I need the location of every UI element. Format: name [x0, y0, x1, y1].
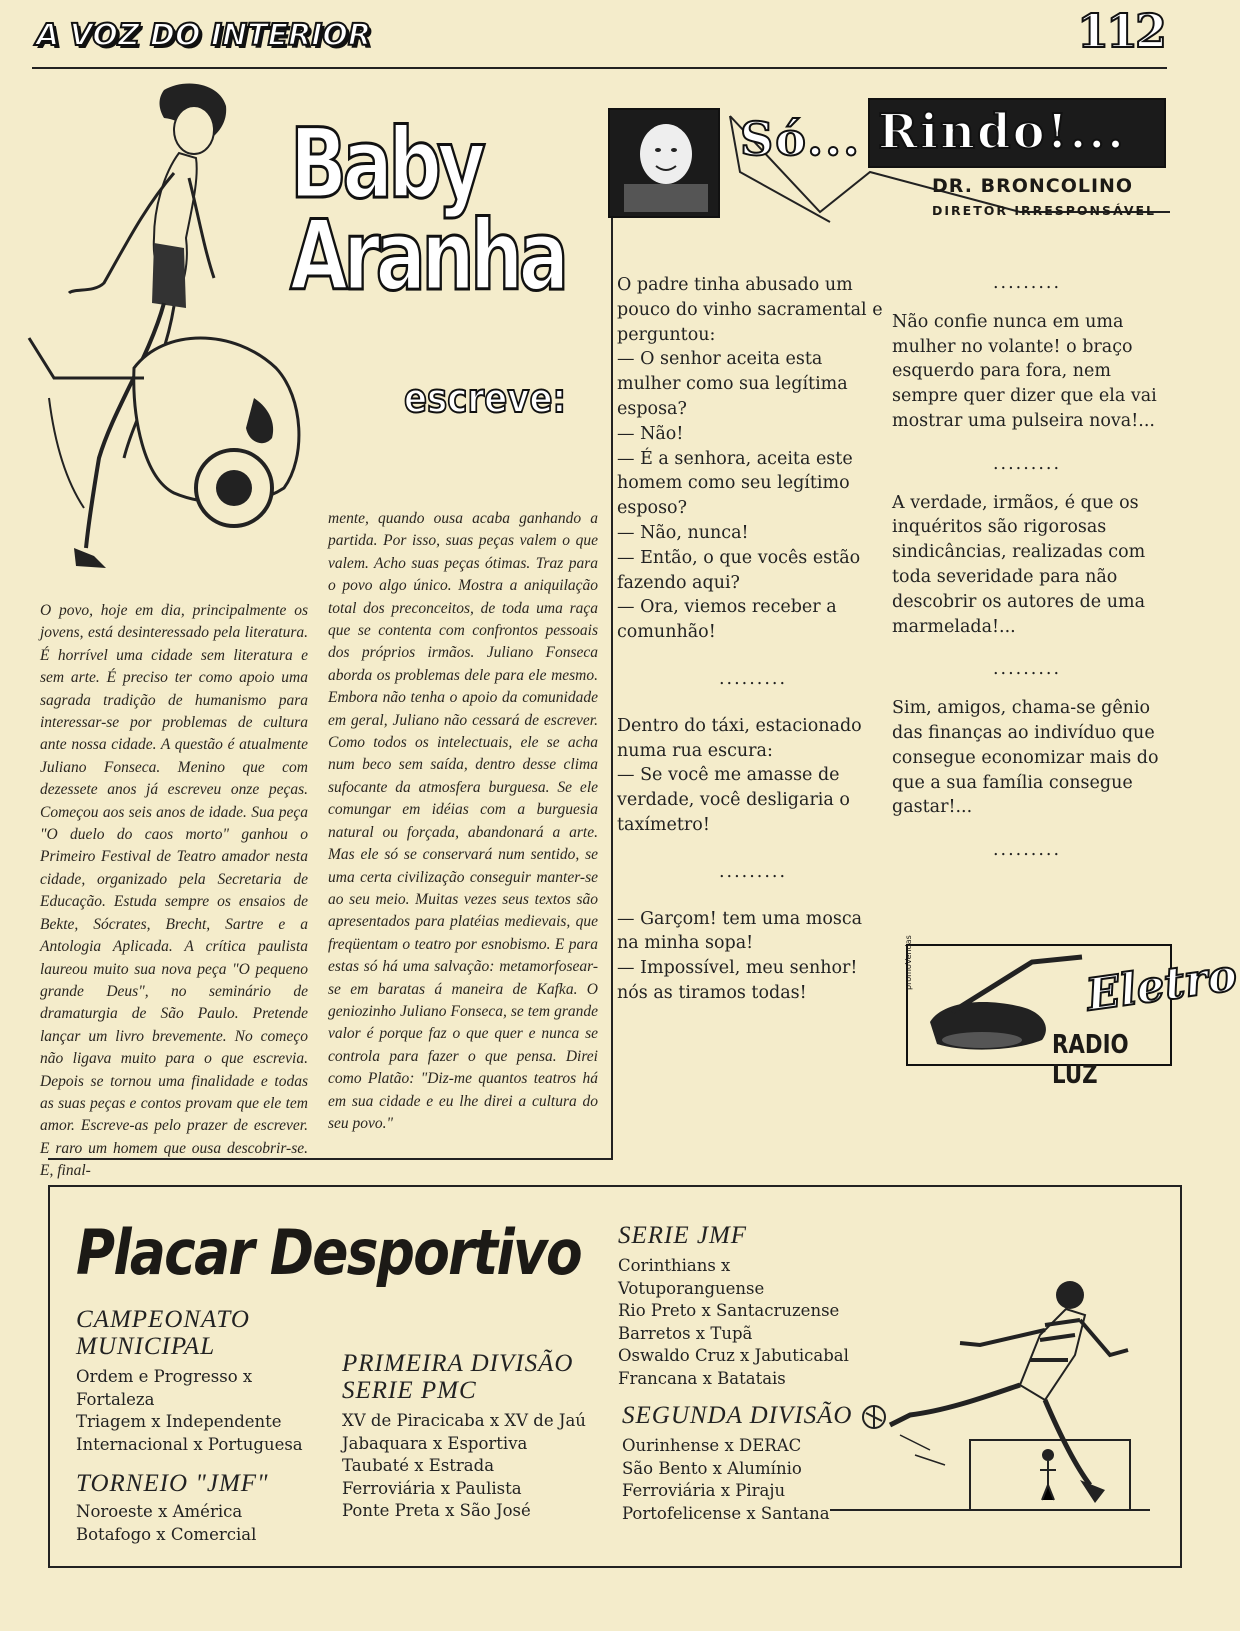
- match-list: [622, 1435, 882, 1525]
- match-item: Rio Preto x Santacruzense: [618, 1301, 840, 1320]
- section-heading: PRIMEIRA DIVISÃO SERIE PMC: [342, 1350, 574, 1404]
- joke-line: — Ora, viemos receber a comunhão!: [617, 597, 837, 643]
- match-item: Ourinhense x DERAC: [622, 1436, 802, 1455]
- match-list: [618, 1255, 878, 1390]
- joke-separator: .........: [718, 668, 788, 689]
- match-item: Botafogo x Comercial: [76, 1524, 257, 1544]
- match-item: Oswaldo Cruz x Jabuticabal: [618, 1346, 849, 1365]
- header-rule: [32, 67, 1167, 69]
- article-subtitle: escreve:: [404, 376, 567, 422]
- joke-separator: .........: [992, 453, 1062, 474]
- joke-line: Não confie nunca em uma mulher no volante! o braço esquerdo para fora, nem sempre quer dizer que ela vai mostrar uma pulseira nova!...: [892, 311, 1157, 431]
- masthead: A VOZ DO INTERIOR: [36, 18, 371, 53]
- joke-item: [892, 696, 1162, 820]
- joke-line: — Impossível, meu senhor! nós as tiramos todas!: [617, 958, 858, 1003]
- soccer-player-illustration: [870, 1275, 1175, 1555]
- serie-jmf-section: [618, 1222, 878, 1390]
- article-right-rule: [611, 108, 613, 1158]
- section-heading: TORNEIO "JMF": [76, 1470, 269, 1497]
- jokes-column-1: [617, 273, 889, 1006]
- section-heading: SEGUNDA DIVISÃO: [622, 1402, 853, 1429]
- section-heading: CAMPEONATO MUNICIPAL: [76, 1306, 250, 1360]
- joke-line: — Então, o que vocês estão fazendo aqui?: [617, 547, 861, 593]
- match-item: Corinthians x Votuporanguense: [618, 1256, 765, 1298]
- match-item: Taubaté x Estrada: [342, 1456, 495, 1475]
- match-list: [76, 1501, 336, 1546]
- joke-line: — O senhor aceita esta mulher como sua legítima esposa?: [617, 349, 848, 419]
- match-item: São Bento x Alumínio: [622, 1458, 802, 1478]
- segunda-divisao-section: [622, 1402, 882, 1525]
- match-item: Ferroviária x Piraju: [622, 1481, 786, 1500]
- joke-line: — Garçom! tem uma mosca na minha sopa!: [617, 908, 863, 954]
- article-title-line1: Baby: [290, 108, 482, 220]
- jokes-column-2: [892, 273, 1162, 877]
- article-bottom-rule: [48, 1158, 613, 1160]
- joke-separator: .........: [992, 840, 1062, 861]
- author-portrait-image: [614, 114, 714, 212]
- article-title: [290, 108, 565, 312]
- match-item: Triagem x Independente: [76, 1412, 282, 1431]
- joke-item: [617, 907, 889, 1006]
- joke-line: Dentro do táxi, estacionado numa rua escura:: [617, 715, 862, 761]
- woman-scooter-illustration: [14, 78, 319, 583]
- joke-line: — Não, nunca!: [617, 522, 749, 543]
- author-photo: [608, 108, 720, 218]
- article-column-2: mente, quando ousa acaba ganhando a partida. Por isso, suas peças valem o que valem. Acho suas peças ótimas. Traz para o povo algo único. Mostra a aniquilação total dos preconceitos, de toda uma raça que se contenta com confrontos pessoais dos próprios irmãos. Juliano Fonseca aborda os problemas dele para ele mesmo. Embora não tenha o apoio da comunidade em geral, Juliano não cessará de escrever. Como todos os intelectuais, ele se acha num beco sem saída, dentro desse clima sufocante da atmosfera burguesa. Se ele comungar em idéias com a burguesia natural ou forçada, abandonará a arte. Mas ele só se conservará num sentido, se uma certa civilização conseguir manter-se ao seu meio. Muitas vezes seus textos são apresentados para platéias medievais, que freqüentam o teatro por esnobismo. E para estas só há uma salvação: metamorfosear-se em baratas á maneira de Kafka. O geniozinho Juliano Fonseca, se tem grande valor é porque faz o que quer e nunca se controla para fazer o que pensa. Direi como Platão: "Diz-me quantos teatros há em sua cidade e eu lhe direi a cultura do seu povo.": [328, 510, 598, 1132]
- joke-line: — Não!: [617, 423, 684, 444]
- joke-line: O padre tinha abusado um pouco do vinho sacramental e perguntou:: [617, 275, 883, 345]
- section-heading: SERIE JMF: [618, 1222, 748, 1249]
- match-list: [76, 1366, 306, 1456]
- match-item: Ferroviária x Paulista: [342, 1478, 522, 1498]
- primeira-divisao-section: [342, 1350, 602, 1523]
- match-item: Portofelicense x Santana: [622, 1503, 830, 1523]
- article-title-line2: Aranha: [290, 200, 565, 312]
- ad-promo-credit: promoVendas: [904, 935, 913, 990]
- page-number: 112: [1076, 4, 1164, 58]
- match-item: Noroeste x América: [76, 1502, 243, 1521]
- joke-item: [892, 310, 1162, 434]
- match-item: Barretos x Tupã: [618, 1323, 753, 1343]
- joke-item: [617, 273, 889, 645]
- match-list: [342, 1410, 602, 1523]
- joke-line: — Se você me amasse de verdade, você desligaria o taxímetro!: [617, 765, 850, 835]
- sports-title: Placar Desportivo: [76, 1216, 581, 1289]
- match-item: Ponte Preta x São José: [342, 1501, 531, 1520]
- match-item: Francana x Batatais: [618, 1368, 786, 1388]
- ad-name: RADIO LUZ: [1052, 1030, 1129, 1090]
- joke-line: Sim, amigos, chama-se gênio das finanças ao indivíduo que consegue economizar mais do que a sua família consegue gastar!...: [892, 698, 1159, 818]
- joke-line: — É a senhora, aceita este homem como seu legítimo esposo?: [617, 448, 853, 519]
- article-column-1: O povo, hoje em dia, principalmente os jovens, está desinteressado pela literatura. É horrível uma cidade sem literatura e sem arte. É preciso ter como apoio uma sagrada tradição de humanismo para interessar-se por problemas de cultura ante nossa cidade. A questão é atualmente Juliano Fonseca. Menino que com dezessete anos já escreveu onze peças. Começou aos seis anos de idade. Sua peça "O duelo do caos morto" ganhou o Primeiro Festival de Teatro amador nesta cidade, organizado pela Secretaria de Educação. Estuda sempre os ensaios de Bekte, Sócrates, Brecht, Sartre e a Antologia Aplicada. A crítica paulista laureou muito sua nova peça "O pequeno grande Deus", no seminário de dramaturgia de São Paulo. Pretende lançar um livro brevemente. No começo não ligava muito para o que escrevia. Depois se tornou uma finalidade e todas as suas peças e contos provam que ele tem amor. Escreve-as pelo prazer de escrever. E raro um homem que ousa descobrir-se. E, final-: [40, 602, 308, 1180]
- joke-separator: .........: [992, 273, 1062, 293]
- campeonato-municipal-section: [76, 1306, 306, 1456]
- joke-item: [892, 491, 1162, 640]
- match-item: Jabaquara x Esportiva: [342, 1433, 528, 1453]
- column-title-so: Só...: [740, 112, 862, 166]
- joke-item: [617, 714, 889, 838]
- match-item: Ordem e Progresso x Fortaleza: [76, 1367, 253, 1409]
- torneio-jmf-section: [76, 1470, 336, 1546]
- column-author-role: DIRETOR IRRESPONSÁVEL: [932, 203, 1157, 218]
- joke-separator: .........: [718, 861, 788, 882]
- ad-brand: Eletro: [1083, 949, 1240, 1022]
- joke-separator: .........: [992, 659, 1062, 680]
- column-title-rindo: Rindo!...: [878, 104, 1126, 160]
- joke-line: A verdade, irmãos, é que os inquéritos são rigorosas sindicâncias, realizadas com toda severidade para não descobrir os autores de uma marmelada!...: [892, 492, 1146, 637]
- column-author: DR. BRONCOLINO: [932, 175, 1134, 197]
- match-item: XV de Piracicaba x XV de Jaú: [342, 1411, 586, 1430]
- match-item: Internacional x Portuguesa: [76, 1434, 303, 1454]
